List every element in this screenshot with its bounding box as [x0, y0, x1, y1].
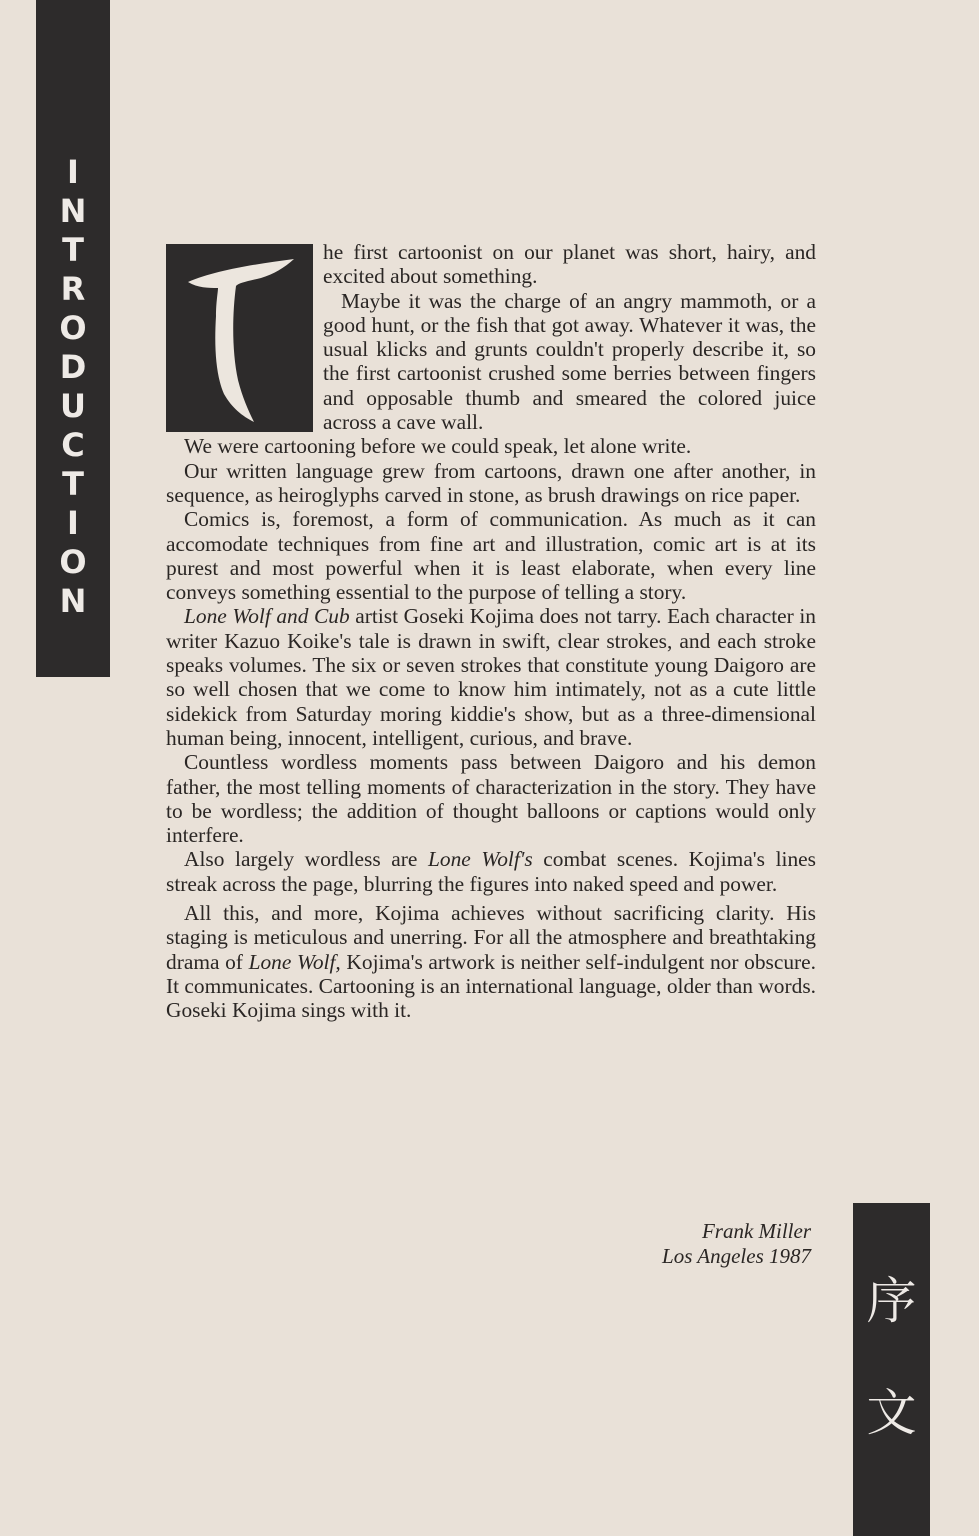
- drop-cap-t-glyph: [166, 244, 313, 432]
- author-place-date: Los Angeles 1987: [662, 1244, 811, 1268]
- paragraph-1: he first cartoonist on our planet was short, hairy, and excited about something.: [323, 240, 816, 289]
- paragraph-3: We were cartooning before we could speak, let alone write.: [184, 434, 692, 459]
- heading-letter: O: [59, 309, 87, 347]
- paragraph-6-text: artist Goseki Kojima does not tarry. Each character in writer Kazuo Koike's tale is drawn in swift, clear strokes, and each stroke speaks volumes. The six or seven strokes that constitute young Daigoro are so well chosen that we come to know him intimately, not as a cute little sidekick from Saturday moring kiddie's show, but as a three-dimensional human being, innocent, intelligent, curious, and brave.: [166, 604, 816, 750]
- heading-letter: R: [60, 270, 86, 308]
- heading-letter: T: [62, 465, 84, 503]
- introduction-vertical-heading: [36, 153, 110, 621]
- title-lone-wolf-and-cub: Lone Wolf and Cub: [184, 604, 350, 629]
- heading-letter: D: [59, 348, 87, 386]
- drop-cap: [166, 244, 313, 432]
- author-name: Frank Miller: [701, 1219, 811, 1243]
- heading-letter: N: [59, 192, 87, 230]
- heading-letter: C: [61, 426, 85, 464]
- paragraph-9-text-b: Kojima's artwork is neither self-indulgent nor obscure. It communicates. Cartooning is an international language, older than words. Goseki Kojima sings with it.: [166, 949, 816, 1023]
- introduction-sidebar: [36, 0, 110, 677]
- kanji-sidebar: [853, 1203, 930, 1536]
- paragraph-9: [166, 901, 816, 1022]
- title-lone-wolf: Lone Wolf,: [248, 949, 341, 974]
- signature: [662, 1219, 811, 1269]
- title-lone-wolfs: Lone Wolf's: [427, 847, 533, 872]
- kanji-char: 序: [866, 1272, 917, 1330]
- paragraph-6: [166, 604, 816, 750]
- paragraph-9-text-a: All this, and more, Kojima achieves without sacrificing clarity. His staging is meticulous and unerring. For all the atmosphere and breathtaking drama of: [166, 901, 816, 974]
- paragraph-7: Countless wordless moments pass between Daigoro and his demon father, the most telling moments of characterization in the story. They have to be wordless; the addition of thought balloons or captions would only interfere.: [166, 750, 816, 848]
- heading-letter: T: [62, 231, 84, 269]
- heading-letter: N: [59, 582, 87, 620]
- paragraph-8: [166, 847, 816, 896]
- introduction-body: [166, 240, 816, 1023]
- paragraph-8-text-b: combat scenes. Kojima's lines streak across the page, blurring the figures into naked speed and power.: [166, 847, 816, 896]
- heading-letter: U: [60, 387, 86, 425]
- paragraph-8-text-a: Also largely wordless are: [184, 847, 428, 872]
- paragraph-2: Maybe it was the charge of an angry mammoth, or a good hunt, or the fish that got away. Whatever it was, the usual klicks and grunts couldn't properly describe it, so the first cartoonist crushed some berries between fingers and opposable thumb and smeared the colored juice across a cave wall.: [323, 288, 816, 435]
- heading-letter: O: [59, 543, 87, 581]
- kanji-char: 文: [866, 1384, 917, 1442]
- heading-letter: I: [67, 504, 79, 542]
- heading-letter: I: [67, 153, 79, 191]
- paragraph-4: Our written language grew from cartoons, drawn one after another, in sequence, as heiroglyphs carved in stone, as brush drawings on rice paper.: [166, 458, 816, 507]
- paragraph-5: Comics is, foremost, a form of communication. As much as it can accomodate techniques from fine art and illustration, comic art is at its purest and most powerful when it is least elaborate, when every line conveys something essential to the purpose of telling a story.: [166, 507, 816, 605]
